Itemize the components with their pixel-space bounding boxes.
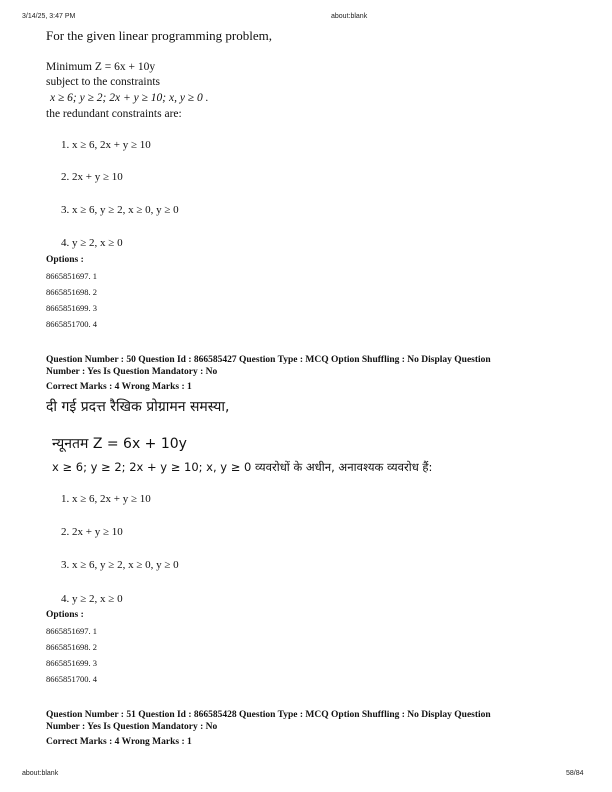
question-meta: Number : Yes Is Question Mandatory : No bbox=[46, 722, 218, 732]
choice-3: 3. x ≥ 6, y ≥ 2, x ≥ 0, y ≥ 0 bbox=[61, 559, 179, 571]
question-meta: Question Number : 51 Question Id : 866585428 Question Type : MCQ Option Shuffling : No Display Question bbox=[46, 710, 491, 720]
option-id: 8665851700. 4 bbox=[46, 674, 97, 684]
choice-4: 4. y ≥ 2, x ≥ 0 bbox=[61, 593, 123, 605]
option-id: 8665851700. 4 bbox=[46, 319, 97, 329]
objective-function: Minimum Z = 6x + 10y bbox=[46, 61, 156, 73]
question-meta: Question Number : 50 Question Id : 866585427 Question Type : MCQ Option Shuffling : No Display Question bbox=[46, 355, 491, 365]
option-id: 8665851697. 1 bbox=[46, 271, 97, 281]
constraints: x ≥ 6; y ≥ 2; 2x + y ≥ 10; x, y ≥ 0 . bbox=[50, 92, 209, 104]
question-intro: For the given linear programming problem, bbox=[46, 28, 273, 43]
choice-4: 4. y ≥ 2, x ≥ 0 bbox=[61, 237, 123, 249]
question-ask: the redundant constraints are: bbox=[46, 108, 182, 120]
option-id: 8665851699. 3 bbox=[46, 303, 97, 313]
options-label: Options : bbox=[46, 610, 84, 620]
choice-3: 3. x ≥ 6, y ≥ 2, x ≥ 0, y ≥ 0 bbox=[61, 204, 179, 216]
choice-1: 1. x ≥ 6, 2x + y ≥ 10 bbox=[61, 493, 151, 505]
constraints-hindi: x ≥ 6; y ≥ 2; 2x + y ≥ 10; x, y ≥ 0 व्यवरोधों के अधीन, अनावश्यक व्यवरोध हैं: bbox=[52, 460, 433, 474]
option-id: 8665851697. 1 bbox=[46, 626, 97, 636]
print-url: about:blank bbox=[331, 13, 368, 20]
objective-function-hindi: न्यूनतम Z = 6x + 10y bbox=[52, 436, 187, 452]
option-id: 8665851699. 3 bbox=[46, 658, 97, 668]
footer-url: about:blank bbox=[22, 770, 59, 777]
question-meta: Number : Yes Is Question Mandatory : No bbox=[46, 367, 218, 377]
marks-info: Correct Marks : 4 Wrong Marks : 1 bbox=[46, 737, 192, 747]
print-datetime: 3/14/25, 3:47 PM bbox=[22, 13, 76, 20]
question-intro-hindi: दी गई प्रदत्त रैखिक प्रोग्रामन समस्या, bbox=[46, 399, 230, 415]
option-id: 8665851698. 2 bbox=[46, 287, 97, 297]
subject-to-label: subject to the constraints bbox=[46, 76, 161, 88]
choice-2: 2. 2x + y ≥ 10 bbox=[61, 171, 123, 183]
choice-1: 1. x ≥ 6, 2x + y ≥ 10 bbox=[61, 139, 151, 151]
options-label: Options : bbox=[46, 255, 84, 265]
marks-info: Correct Marks : 4 Wrong Marks : 1 bbox=[46, 382, 192, 392]
option-id: 8665851698. 2 bbox=[46, 642, 97, 652]
choice-2: 2. 2x + y ≥ 10 bbox=[61, 526, 123, 538]
page-number: 58/84 bbox=[566, 770, 584, 777]
